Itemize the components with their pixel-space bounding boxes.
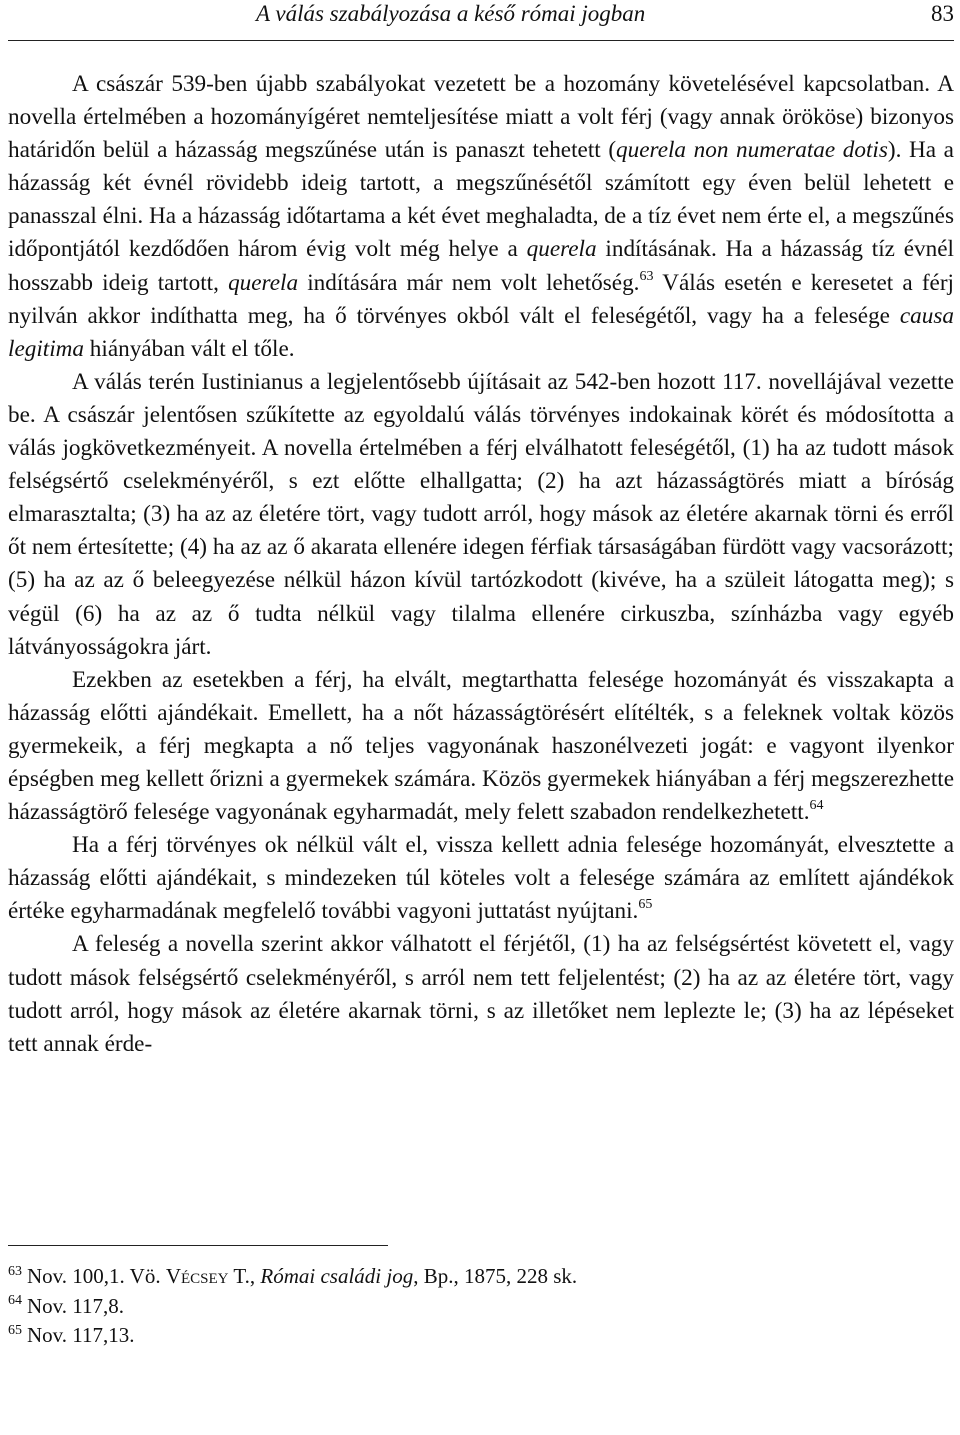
paragraph-5: A feleség a novella szerint akkor válhatott el férjétől, (1) ha az felségsértést követett el, vagy tudott mások felségsértő cselekményéről, s arról nem tett feljelentést; (2) ha az az életére tört, vagy tudott arról, hogy mások az életére akarnak törni, s az illetőket nem leplezte le; (3) ha az lépéseket tett annak érde- (8, 931, 954, 1057)
book-title: Római családi jog (260, 1264, 414, 1288)
footnote-65: $^{65}$ Nov. 117,13. (8, 1322, 135, 1347)
footnote-ref-64[interactable]: 64 (809, 798, 824, 814)
author-name: Vécsey (165, 1264, 229, 1288)
latin-term: querela (526, 236, 597, 263)
latin-term: querela (228, 269, 299, 296)
footnote-64: $^{64}$ Nov. 117,8. (8, 1293, 125, 1318)
paragraph-1: A császár 539-ben újabb szabályokat vezetett be a hozomány követelésével kapcsolatban. A novella értelmében a hozományígéret nemteljesítése miatt a volt férj (vagy annak örököse) bizonyos határidőn belül a házasság megszűnése után is panaszt tehetett (querela non numeratae dotis). Ha a házasság két évnél rövidebb ideig tartott, a megszűnésétől számított egy éven belül lehetett e panasszal élni. Ha a házasság időtartama a két évet meghaladta, de a tíz évet nem érte el, a megszűnés időpontjától kezdődően három évig volt még helye a querela indításának. Ha a házasság tíz évnél hosszabb ideig tartott, querela indítására már nem volt lehetőség.$^{63}$ Válás esetén e keresetet a férj nyilván akkor indíthatta meg, ha ő törvényes okból vált el feleségétől, vagy ha a felesége causa legitima hiányában vált el tőle. (8, 71, 954, 362)
page-number: 83 (931, 1, 954, 26)
footnote-ref-65[interactable]: 65 (638, 897, 653, 913)
footnotes (8, 1262, 954, 1351)
body-text (8, 68, 954, 1061)
latin-term: querela non numeratae dotis (616, 137, 888, 164)
running-header (8, 0, 954, 41)
footnote-63: $^{63}$ Nov. 100,1. Vö. Vécsey T., Római családi jog, Bp., 1875, 228 sk. (8, 1263, 578, 1288)
footnote-ref-63[interactable]: 63 (639, 268, 654, 284)
latin-term: causa legitima (8, 302, 954, 362)
paragraph-2: A válás terén Iustinianus a legjelentősebb újításait az 542-ben hozott 117. novellájával vezette be. A császár jelentősen szűkítette az egyoldalú válás törvényes indokainak körét és módosította a válás jogkövetkezményeit. A novella értelmében a férj elválhatott feleségétől, (1) ha az tudott mások felségsértő cselekményéről, s ezt előtte elhallgatta; (2) ha azt házasságtörés miatt a bíróság elmarasztalta; (3) ha az az életére tört, vagy tudott arról, hogy mások az életére akarnak törni és erről őt nem értesítette; (4) ha az az ő akarata ellenére idegen férfiak társaságában fürdött vagy vacsorázott; (5) ha az az ő beleegyezése nélkül házon kívül tartózkodott (kivéve, ha a szüleit látogatta meg); s végül (6) ha az az ő tudta nélkül vagy tilalma ellenére cirkuszba, színházba vagy egyéb látványosságokra járt. (8, 368, 954, 660)
paragraph-3: Ezekben az esetekben a férj, ha elvált, megtarthatta felesége hozományát és visszakapta a házasság előtti ajándékait. Emellett, ha a nőt házasságtörésért elítélték, s a feleknek voltak közös gyermekeik, a férj megkapta a nő teljes vagyonának haszonélvezeti jogát: e vagyont ilyenkor épségben meg kellett őrizni a gyermekek számára. Közös gyermekek hiányában a férj megszerezhette házasságtörő felesége vagyonának egyharmadát, mely felett szabadon rendelkezhetett.$^{64}$ (8, 666, 954, 826)
footnote-divider (8, 1245, 388, 1246)
paragraph-4: Ha a férj törvényes ok nélkül vált el, vissza kellett adnia felesége hozományát, elvesztette a házasság előtti ajándékait, s mindezeken túl köteles volt a felesége számára az említett ajándékok értéke egyharmadának megfelelő további vagyoni juttatást nyújtani.$^{65}$ (8, 832, 954, 925)
running-title: A válás szabályozása a késő római jogban (256, 1, 646, 26)
